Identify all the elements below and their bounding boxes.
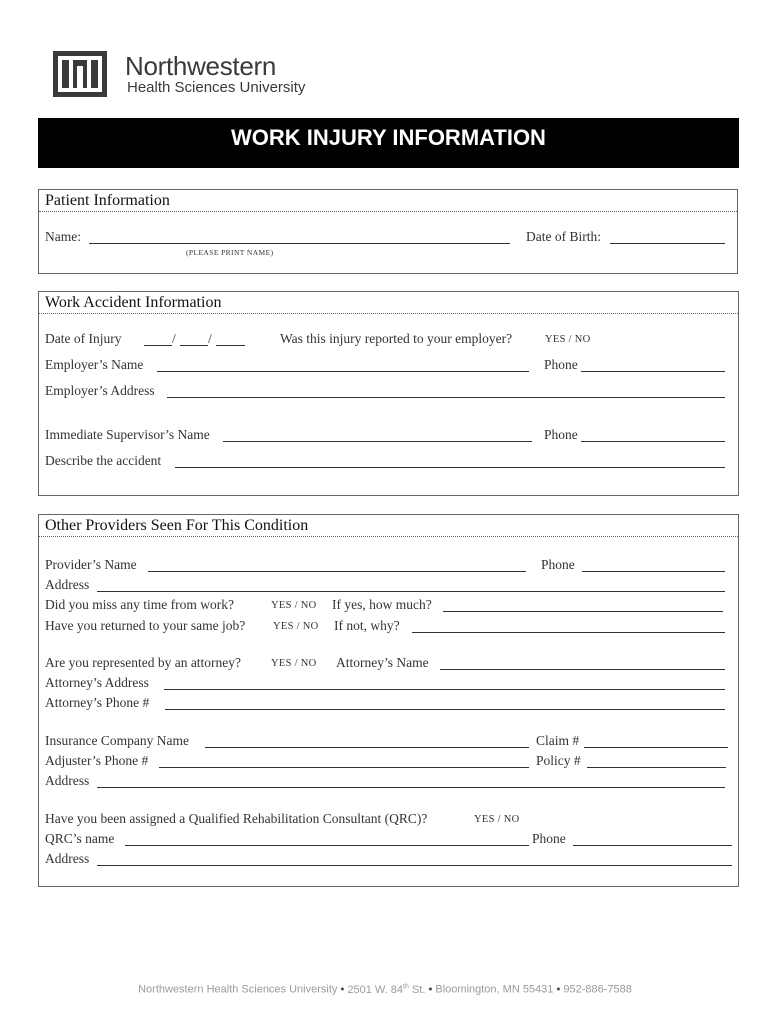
footer-bullet: •: [556, 983, 561, 996]
provider-phone-field[interactable]: [582, 571, 725, 572]
provider-name-label: Provider’s Name: [45, 557, 137, 572]
describe-accident-field[interactable]: [175, 467, 725, 468]
injury-day-field[interactable]: [180, 345, 208, 346]
attorney-question-label: Are you represented by an attorney?: [45, 655, 242, 670]
qrc-name-label: QRC’s name: [45, 831, 115, 846]
footer-address: [0, 983, 770, 996]
how-much-label: If yes, how much?: [332, 597, 432, 612]
insurance-company-field[interactable]: [205, 747, 529, 748]
date-slash: /: [172, 331, 176, 346]
logo-name: Northwestern: [125, 51, 277, 81]
qrc-address-label: Address: [45, 851, 90, 866]
why-not-field[interactable]: [412, 632, 725, 633]
missed-work-yes-no[interactable]: YES / NO: [271, 600, 317, 611]
name-label: Name:: [45, 229, 81, 244]
employer-address-field[interactable]: [167, 397, 725, 398]
provider-address-field[interactable]: [97, 591, 725, 592]
claim-number-label: Claim #: [536, 733, 580, 748]
insurance-address-field[interactable]: [97, 787, 725, 788]
supervisor-phone-field[interactable]: [581, 441, 725, 442]
footer-phone: 952-886-7588: [563, 983, 632, 996]
provider-name-field[interactable]: [148, 571, 526, 572]
how-much-field[interactable]: [443, 611, 723, 612]
provider-address-label: Address: [45, 577, 90, 592]
footer-street: 2501 W. 84th St.: [347, 983, 426, 996]
accident-section-heading: Work Accident Information: [39, 292, 738, 314]
provider-phone-label: Phone: [541, 557, 575, 572]
claim-number-field[interactable]: [584, 747, 728, 748]
supervisor-phone-label: Phone: [544, 427, 578, 442]
missed-work-label: Did you miss any time from work?: [45, 597, 234, 612]
attorney-name-label: Attorney’s Name: [336, 655, 429, 670]
supervisor-name-label: Immediate Supervisor’s Name: [45, 427, 210, 442]
print-name-note: (PLEASE PRINT NAME): [186, 248, 274, 257]
logo-subtitle: Health Sciences University: [127, 79, 306, 96]
describe-accident-label: Describe the accident: [45, 453, 162, 468]
employer-address-label: Employer’s Address: [45, 383, 155, 398]
qrc-address-field[interactable]: [97, 865, 732, 866]
footer-bullet: •: [428, 983, 433, 996]
qrc-yes-no[interactable]: YES / NO: [474, 814, 520, 825]
qrc-name-field[interactable]: [125, 845, 529, 846]
policy-number-label: Policy #: [536, 753, 581, 768]
qrc-phone-label: Phone: [532, 831, 566, 846]
injury-year-field[interactable]: [216, 345, 245, 346]
footer-city: Bloomington, MN 55431: [435, 983, 554, 996]
attorney-phone-label: Attorney’s Phone #: [45, 695, 150, 710]
employer-name-field[interactable]: [157, 371, 529, 372]
insurance-address-label: Address: [45, 773, 90, 788]
footer-bullet: •: [340, 983, 345, 996]
name-field[interactable]: [89, 243, 510, 244]
page-title: WORK INJURY INFORMATION: [38, 118, 739, 168]
date-of-injury-label: Date of Injury: [45, 331, 122, 346]
qrc-phone-field[interactable]: [573, 845, 732, 846]
university-logo-mark: [53, 51, 107, 97]
date-slash: /: [208, 331, 212, 346]
date-of-birth-field[interactable]: [610, 243, 725, 244]
attorney-address-label: Attorney’s Address: [45, 675, 149, 690]
reported-yes-no[interactable]: YES / NO: [545, 334, 591, 345]
supervisor-name-field[interactable]: [223, 441, 532, 442]
returned-job-label: Have you returned to your same job?: [45, 618, 246, 633]
returned-job-yes-no[interactable]: YES / NO: [273, 621, 319, 632]
footer-university: Northwestern Health Sciences University: [138, 983, 338, 996]
injury-month-field[interactable]: [144, 345, 172, 346]
employer-phone-label: Phone: [544, 357, 578, 372]
attorney-name-field[interactable]: [440, 669, 725, 670]
adjuster-phone-label: Adjuster’s Phone #: [45, 753, 149, 768]
attorney-address-field[interactable]: [164, 689, 725, 690]
reported-question-label: Was this injury reported to your employer?: [280, 331, 513, 346]
why-not-label: If not, why?: [334, 618, 400, 633]
patient-section-heading: Patient Information: [39, 190, 737, 212]
attorney-yes-no[interactable]: YES / NO: [271, 658, 317, 669]
adjuster-phone-field[interactable]: [159, 767, 529, 768]
providers-section-heading: Other Providers Seen For This Condition: [39, 515, 738, 537]
attorney-phone-field[interactable]: [165, 709, 725, 710]
insurance-company-label: Insurance Company Name: [45, 733, 189, 748]
policy-number-field[interactable]: [587, 767, 726, 768]
qrc-question-label: Have you been assigned a Qualified Rehabilitation Consultant (QRC)?: [45, 811, 428, 826]
date-of-birth-label: Date of Birth:: [526, 229, 601, 244]
employer-name-label: Employer’s Name: [45, 357, 144, 372]
employer-phone-field[interactable]: [581, 371, 725, 372]
